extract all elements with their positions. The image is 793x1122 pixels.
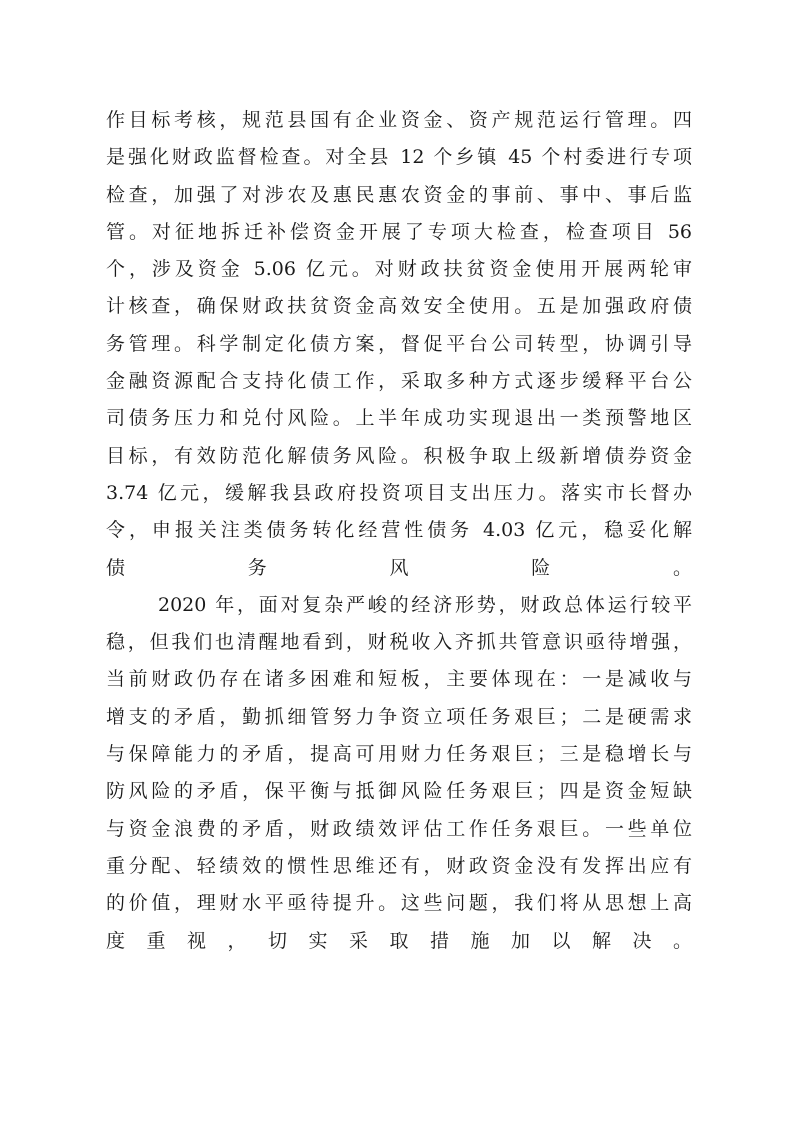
paragraph-p1-line [106, 177, 692, 214]
text-line: 增支的矛盾，勤抓细管努力争资立项任务艰巨；二是硬需求 [106, 705, 692, 728]
paragraph-p1-line [106, 550, 692, 587]
paragraph-p2-line [106, 923, 692, 960]
paragraph-p1-line [106, 512, 692, 549]
text-line: 2020 年，面对复杂严峻的经济形势，财政总体运行较平 [158, 593, 692, 616]
text-line: 计核查，确保财政扶贫资金高效安全使用。五是加强政府债 [106, 295, 692, 318]
text-line: 是强化财政监督检查。对全县 12 个乡镇 45 个村委进行专项 [106, 146, 692, 169]
paragraph-p1-line [106, 475, 692, 512]
text-line: 令，申报关注类债务转化经营性债务 4.03 亿元，稳妥化解 [106, 519, 692, 542]
text-line: 检查，加强了对涉农及惠民惠农资金的事前、事中、事后监 [106, 183, 692, 206]
text-line: 目标，有效防范化解债务风险。积极争取上级新增债券资金 [106, 444, 692, 467]
paragraph-p1-line [106, 400, 692, 437]
text-line: 务管理。科学制定化债方案，督促平台公司转型，协调引导 [106, 332, 692, 355]
paragraph-p1-line [106, 102, 692, 139]
paragraph-p1-line [106, 363, 692, 400]
body-text [106, 102, 692, 960]
text-line: 作目标考核，规范县国有企业资金、资产规范运行管理。四 [106, 109, 692, 131]
paragraph-p2-line [106, 773, 692, 810]
paragraph-p2-line [106, 811, 692, 848]
paragraph-p1-line [106, 288, 692, 325]
text-line: 防风险的矛盾，保平衡与抵御风险任务艰巨；四是资金短缺 [106, 780, 692, 803]
paragraph-p2-line [106, 587, 692, 624]
text-line: 司债务压力和兑付风险。上半年成功实现退出一类预警地区 [106, 407, 692, 430]
text-line: 个，涉及资金 5.06 亿元。对财政扶贫资金使用开展两轮审 [106, 258, 692, 281]
text-line: 度重视，切实采取措施加以解决。 [106, 929, 692, 952]
text-line: 与保障能力的矛盾，提高可用财力任务艰巨；三是稳增长与 [106, 743, 692, 766]
paragraph-p2-line [106, 848, 692, 885]
text-line: 当前财政仍存在诸多困难和短板，主要体现在：一是减收与 [106, 668, 692, 691]
text-line: 管。对征地拆迁补偿资金开展了专项大检查，检查项目 56 [106, 220, 692, 243]
paragraph-p2-line [106, 736, 692, 773]
paragraph-p2-line [106, 661, 692, 698]
paragraph-p2-line [106, 699, 692, 736]
paragraph-p1-line [106, 326, 692, 363]
paragraph-p1-line [106, 251, 692, 288]
paragraph-p1-line [106, 214, 692, 251]
paragraph-p1-line [106, 438, 692, 475]
paragraph-p2-line [106, 885, 692, 922]
paragraph-p1-line [106, 139, 692, 176]
paragraph-p2-line [106, 624, 692, 661]
text-line: 稳，但我们也清醒地看到，财税收入齐抓共管意识亟待增强， [106, 631, 692, 654]
text-line: 3.74 亿元，缓解我县政府投资项目支出压力。落实市长督办 [106, 481, 692, 504]
text-line: 金融资源配合支持化债工作，采取多种方式逐步缓释平台公 [106, 370, 692, 393]
text-line: 与资金浪费的矛盾，财政绩效评估工作任务艰巨。一些单位 [106, 817, 692, 840]
text-line: 债务风险。 [106, 556, 692, 579]
text-line: 的价值，理财水平亟待提升。这些问题，我们将从思想上高 [106, 892, 692, 915]
text-line: 重分配、轻绩效的惯性思维还有，财政资金没有发挥出应有 [106, 854, 692, 877]
